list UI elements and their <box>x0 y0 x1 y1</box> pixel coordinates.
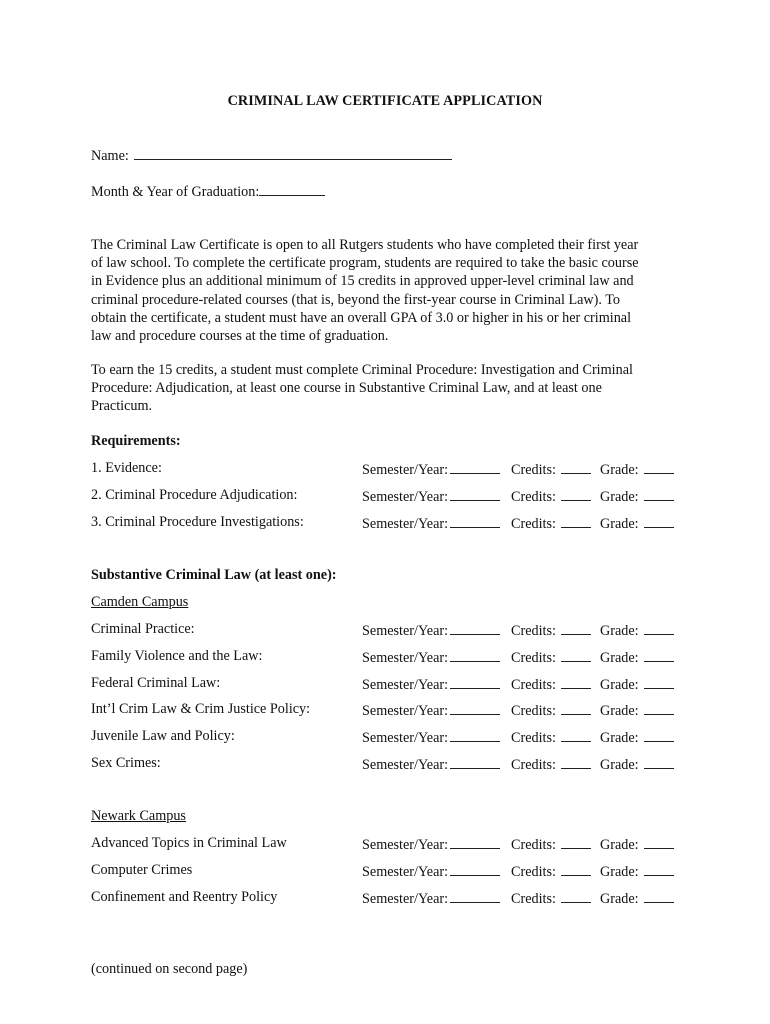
grade-field[interactable]: Grade: <box>600 889 674 908</box>
credits-field[interactable]: Credits: <box>511 648 591 667</box>
course-name: 1. Evidence: <box>91 460 162 476</box>
credits-field[interactable]: Credits: <box>511 862 591 881</box>
course-row <box>91 755 691 773</box>
semester-field[interactable]: Semester/Year: <box>362 648 500 667</box>
grade-field[interactable]: Grade: <box>600 460 674 479</box>
course-row <box>91 621 691 639</box>
credits-paragraph <box>91 361 681 416</box>
requirements-heading: Requirements: <box>91 433 181 449</box>
grade-field[interactable]: Grade: <box>600 755 674 774</box>
semester-field[interactable]: Semester/Year: <box>362 728 500 747</box>
grade-field[interactable]: Grade: <box>600 487 674 506</box>
credits-field[interactable]: Credits: <box>511 755 591 774</box>
continued-note: (continued on second page) <box>91 961 248 977</box>
intro-line: of law school. To complete the certificate program, students are required to take the basic course <box>91 255 639 272</box>
course-name: Juvenile Law and Policy: <box>91 728 235 744</box>
course-name: Sex Crimes: <box>91 755 161 771</box>
graduation-label: Month & Year of Graduation: <box>91 184 260 200</box>
grade-field[interactable]: Grade: <box>600 675 674 694</box>
credits-field[interactable]: Credits: <box>511 675 591 694</box>
credits-field[interactable]: Credits: <box>511 889 591 908</box>
course-row <box>91 514 691 532</box>
page-title: CRIMINAL LAW CERTIFICATE APPLICATION <box>227 93 543 109</box>
graduation-field[interactable] <box>259 182 325 196</box>
course-row <box>91 487 691 505</box>
course-row <box>91 701 691 719</box>
course-row <box>91 728 691 746</box>
semester-field[interactable]: Semester/Year: <box>362 621 500 640</box>
course-row <box>91 889 691 907</box>
substantive-heading: Substantive Criminal Law (at least one): <box>91 567 337 583</box>
grade-field[interactable]: Grade: <box>600 514 674 533</box>
credits-line: Procedure: Adjudication, at least one course in Substantive Criminal Law, and at least one <box>91 380 602 397</box>
intro-line: law and procedure courses at the time of graduation. <box>91 328 389 345</box>
grade-field[interactable]: Grade: <box>600 835 674 854</box>
intro-paragraph <box>91 236 681 345</box>
intro-line: obtain the certificate, a student must have an overall GPA of 3.0 or higher in his or her criminal <box>91 309 632 326</box>
credits-field[interactable]: Credits: <box>511 514 591 533</box>
grade-field[interactable]: Grade: <box>600 621 674 640</box>
name-label: Name: <box>91 148 129 164</box>
semester-field[interactable]: Semester/Year: <box>362 889 500 908</box>
course-name: 3. Criminal Procedure Investigations: <box>91 514 304 530</box>
course-name: Int’l Crim Law & Crim Justice Policy: <box>91 701 311 717</box>
graduation-line <box>91 182 325 201</box>
semester-field[interactable]: Semester/Year: <box>362 675 500 694</box>
course-row <box>91 648 691 666</box>
grade-field[interactable]: Grade: <box>600 701 674 720</box>
grade-field[interactable]: Grade: <box>600 728 674 747</box>
credits-field[interactable]: Credits: <box>511 835 591 854</box>
semester-field[interactable]: Semester/Year: <box>362 835 500 854</box>
intro-line: The Criminal Law Certificate is open to all Rutgers students who have completed their first year <box>91 237 639 253</box>
grade-field[interactable]: Grade: <box>600 862 674 881</box>
intro-line: in Evidence plus an additional minimum of 15 credits in approved upper-level criminal law and <box>91 273 634 290</box>
intro-line: criminal procedure-related courses (that is, beyond the first-year course in Criminal Law). To <box>91 291 621 308</box>
course-name: Criminal Practice: <box>91 621 195 637</box>
credits-field[interactable]: Credits: <box>511 621 591 640</box>
credits-field[interactable]: Credits: <box>511 487 591 506</box>
credits-line: To earn the 15 credits, a student must complete Criminal Procedure: Investigation and Criminal <box>91 362 633 378</box>
semester-field[interactable]: Semester/Year: <box>362 514 500 533</box>
grade-field[interactable]: Grade: <box>600 648 674 667</box>
course-name: Federal Criminal Law: <box>91 675 221 691</box>
course-row <box>91 835 691 853</box>
newark-campus-label: Newark Campus <box>91 808 186 824</box>
name-field[interactable] <box>134 146 452 160</box>
semester-field[interactable]: Semester/Year: <box>362 862 500 881</box>
semester-field[interactable]: Semester/Year: <box>362 755 500 774</box>
course-row <box>91 460 691 478</box>
course-row <box>91 675 691 693</box>
course-name: Advanced Topics in Criminal Law <box>91 835 287 851</box>
course-name: Computer Crimes <box>91 862 193 878</box>
semester-field[interactable]: Semester/Year: <box>362 487 500 506</box>
credits-line: Practicum. <box>91 398 153 415</box>
course-name: Family Violence and the Law: <box>91 648 263 664</box>
course-name: Confinement and Reentry Policy <box>91 889 278 905</box>
name-line <box>91 146 452 165</box>
course-row <box>91 862 691 880</box>
credits-field[interactable]: Credits: <box>511 728 591 747</box>
credits-field[interactable]: Credits: <box>511 460 591 479</box>
camden-campus-label: Camden Campus <box>91 594 189 610</box>
semester-field[interactable]: Semester/Year: <box>362 701 500 720</box>
course-name: 2. Criminal Procedure Adjudication: <box>91 487 298 503</box>
semester-field[interactable]: Semester/Year: <box>362 460 500 479</box>
credits-field[interactable]: Credits: <box>511 701 591 720</box>
